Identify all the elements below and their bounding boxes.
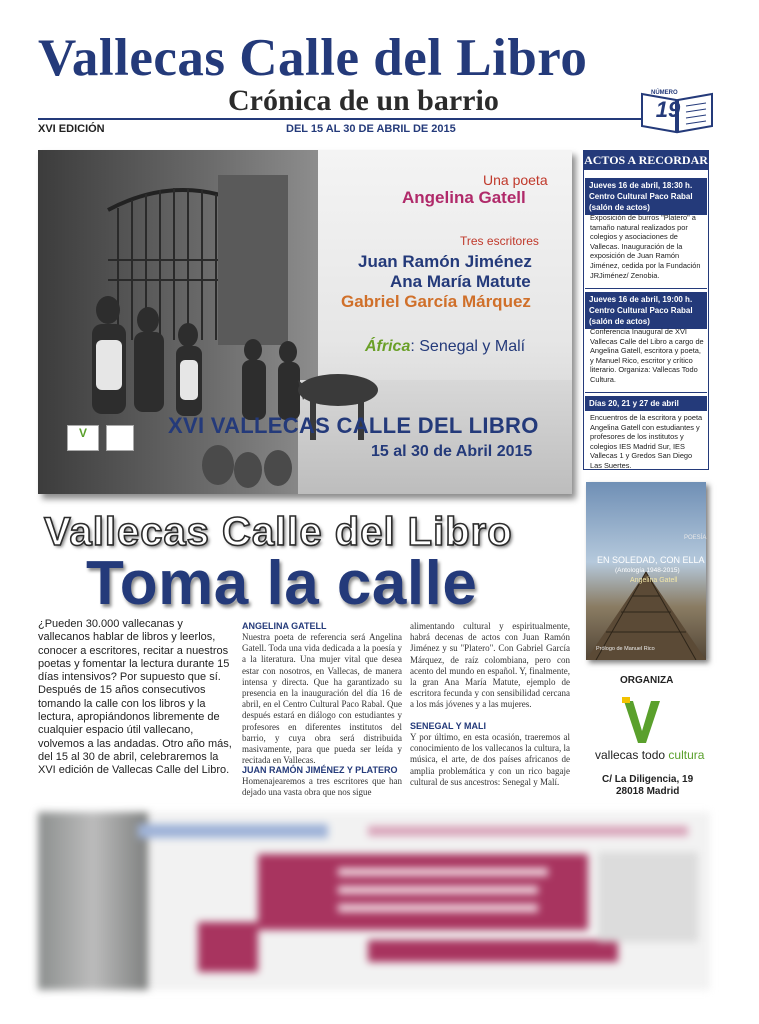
poster-line-poet-label: Una poeta [483, 172, 548, 188]
section-text-writers-continued: alimentando cultural y espiritualmente, habrá decenas de actos con Juan Ramón Jiménez y su "Platero". Con Gabriel García Márquez, de raíz colombiana, pero con acento del mundo en español. Y, finalmente, la gran Ana María Matute, ejemplo de escritora fecunda y con sensibilidad cercana a los más jóvenes y a las mujeres. [410, 621, 570, 710]
organizer-label: ORGANIZA [620, 675, 674, 686]
book-genre: POESÍA [684, 535, 707, 541]
section-text-senegal: Y por último, en esta ocasión, traeremos al conocimiento de los vallecanos la cultura, la música, el arte, de dos países africanos de amplia problemática y con un rico bagaje cultural de sus ancestros: Senegal y Malí. [410, 732, 570, 787]
poster-line-writer-2: Ana María Matute [390, 272, 531, 291]
issue-number: 19 [655, 97, 681, 122]
ad-text-line [338, 904, 538, 912]
masthead-subtitle: Crónica de un barrio [228, 84, 499, 117]
organizer-name-part: vallecas todo [595, 748, 669, 762]
event-separator [585, 392, 707, 393]
section-heading-angelina: ANGELINA GATELL [242, 621, 327, 631]
headline-kicker: Vallecas Calle del Libro [44, 510, 513, 554]
event-3-body: Encuentros de la escritora y poeta Angelina Gatell con estudiantes y profesores de los institutos y colegios IES Madrid Sur, IES Vallecas 1 y Gredos San Diego Las Suertes. [590, 413, 703, 470]
poster-line-writer-3: Gabriel García Márquez [341, 292, 531, 311]
poster-line-africa [365, 338, 525, 356]
vallecas-todo-cultura-logo [620, 697, 664, 747]
ad-building-image [38, 812, 148, 990]
section-text-juan-ramon: Homenajearemos a tres escritores que han dejado una vasta obra que nos sigue [242, 776, 402, 798]
organizer-name [595, 748, 704, 762]
ad-headline-blur [368, 826, 688, 836]
poster-logo-madrid [106, 425, 134, 451]
poster-logo-vallecas: V [67, 425, 99, 451]
headline-main: Toma la calle [86, 549, 478, 618]
event-1-title: Jueves 16 de abril, 18:30 h. Centro Cultural Paco Rabal (salón de actos) [585, 178, 707, 215]
event-2-title: Jueves 16 de abril, 19:00 h. Centro Cultural Paco Rabal (salón de actos) [585, 292, 707, 329]
ad-text-line [338, 868, 548, 876]
poster-event-title: XVI VALLECAS CALLE DEL LIBRO [168, 413, 539, 438]
issue-label: NÚMERO [651, 90, 678, 96]
book-title: EN SOLEDAD, CON ELLA [597, 555, 705, 565]
book-subtitle: (Antología 1948-2015) [615, 567, 680, 574]
events-sidebar-heading: ACTOS A RECORDAR [583, 150, 709, 170]
book-prologue: Prólogo de Manuel Rico [596, 646, 655, 652]
organizer-name-highlight: cultura [668, 748, 705, 762]
section-heading-juan-ramon: JUAN RAMÓN JIMÉNEZ Y PLATERO [242, 765, 398, 775]
poster-line-writers-label: Tres escritores [460, 234, 539, 248]
ad-text-line [338, 886, 538, 894]
advertisement-blurred [38, 812, 710, 990]
poster-line-writer-1: Juan Ramón Jiménez [358, 252, 532, 271]
women-and-donkey-illustration [48, 240, 388, 490]
poster-africa-countries: : Senegal y Malí [410, 338, 526, 355]
ad-url-blur [368, 940, 618, 962]
poster-africa-word: África [365, 338, 411, 355]
masthead-title: Vallecas Calle del Libro [38, 29, 588, 87]
book-author: Angelina Gatell [630, 577, 678, 584]
date-range: DEL 15 AL 30 DE ABRIL DE 2015 [286, 123, 456, 135]
masthead-rule [38, 118, 642, 120]
event-1-body: Exposición de burros "Platero" a tamaño natural realizados por colegios y asociaciones de Vallecas. Inauguración de la exposición de Juan Ramón Jiménez, cedida por la Fundación JRJiménez/ Zenobia. [590, 213, 701, 280]
organizer-address-city: 28018 Madrid [616, 786, 680, 797]
event-2-body: Conferencia Inaugural de XVI Vallecas Calle del Libro a cargo de Angelina Gatell, escritora y poeta, y Manuel Rico, escritor y crítico literario. Organiza: Vallecas Todo Cultura. [590, 327, 704, 384]
event-separator [585, 288, 707, 289]
ad-side-text-blur [598, 852, 698, 942]
edition-label: XVI EDICIÓN [38, 123, 105, 135]
event-3-title: Días 20, 21 y 27 de abril [585, 396, 707, 411]
ad-banner [138, 824, 328, 838]
section-heading-senegal: SENEGAL Y MALI [410, 721, 487, 731]
organizer-address-street: C/ La Diligencia, 19 [602, 774, 694, 785]
poster-line-poet-name: Angelina Gatell [402, 188, 526, 207]
poster-event-dates: 15 al 30 de Abril 2015 [371, 443, 533, 460]
section-text-angelina: Nuestra poeta de referencia será Angelina Gatell. Toda una vida dedicada a la poesía y a la literatura. Una mujer vital que desea estar con nosotros, en Vallecas, de manera intensa y directa. Que ha garantizado su presencia en la inauguración del día 16 de abril, en el Centro Cultural Paco Rabal. Que después estará en diálogo con estudiantes y profesores en diferentes institutos del barrio, y cuya obra será distribuida masivamente, para que pueda ser leída y recitada en Vallecas. [242, 632, 402, 766]
article-intro: ¿Pueden 30.000 vallecanas y vallecanos hablar de libros y leerlos, conocer a escritores, recitar a nuestros poetas y fomentar la lectura durante 15 días intensivos? Por supuesto que sí. Después de 15 años consecutivos tomando la calle con los libros y la lectura, apropiándonos libremente de cualquier espacio útil vallecano, volvemos a las andadas. Otro año más, del 15 al 30 de abril, celebraremos la XVI edición de Vallecas Calle del Libro. [38, 618, 232, 777]
ad-logo-blur [198, 922, 258, 972]
